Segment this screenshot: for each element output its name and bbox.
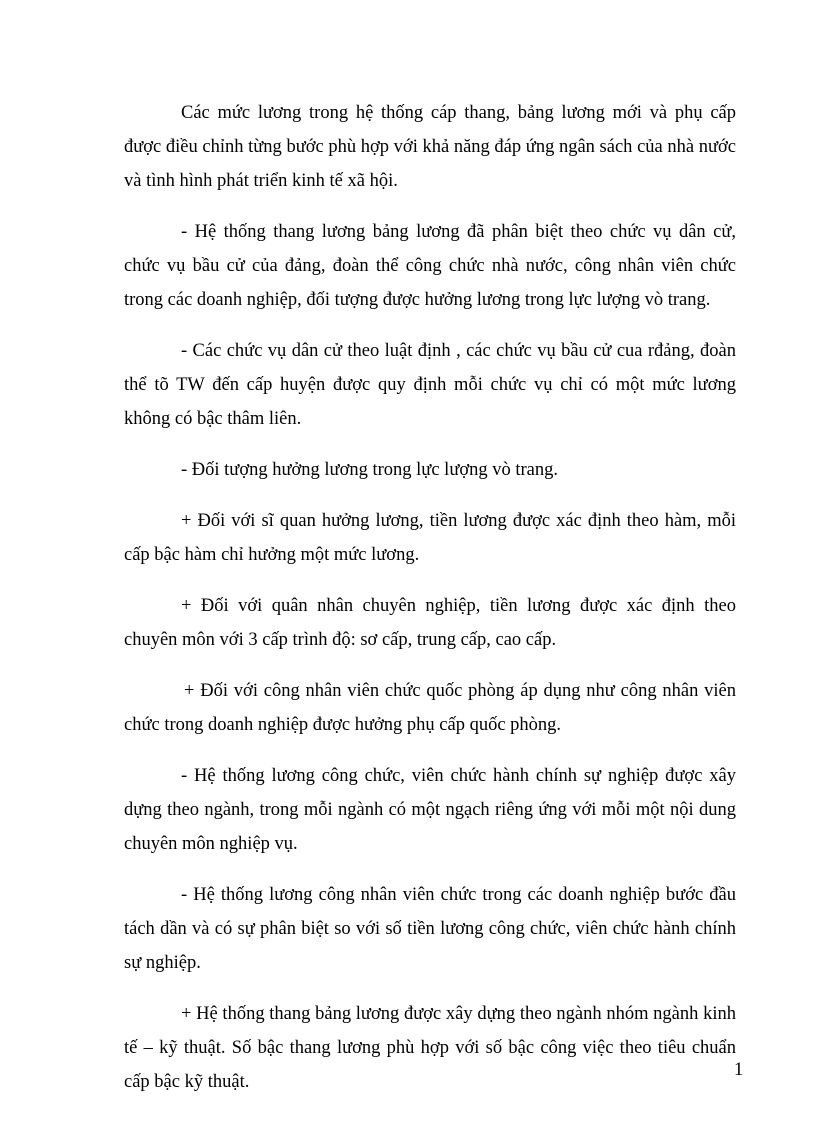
paragraph-salary-system-distinction: - Hệ thống thang lương bảng lương đã phân biệt theo chức vụ dân cử, chức vụ bầu cử của đảng, đoàn thể công chức nhà nước, công nhân viên chức trong các doanh nghiệp, đối tượng được hưởng lương trong lực lượng vò trang. <box>124 222 736 310</box>
paragraph-civil-servants: - Hệ thống lương công chức, viên chức hành chính sự nghiệp được xây dựng theo ngành, trong mỗi ngành có một ngạch riêng ứng với mỗi một nội dung chuyên môn nghiệp vụ. <box>124 766 736 854</box>
paragraph-elected-positions: - Các chức vụ dân cử theo luật định , các chức vụ bầu cử cua rđảng, đoàn thể tõ TW đến cấp huyện được quy định mỗi chức vụ chỉ có một mức lương không có bậc thâm liên. <box>124 341 736 429</box>
paragraph-enterprise-workers: - Hệ thống lương công nhân viên chức trong các doanh nghiệp bước đầu tách dần và có sự phân biệt so với số tiền lương công chức, viên chức hành chính sự nghiệp. <box>124 885 736 973</box>
paragraph-salary-levels: Các mức lương trong hệ thống cáp thang, bảng lương mới và phụ cấp được điều chỉnh từng bước phù hợp với khả năng đáp ứng ngân sách của nhà nước và tình hình phát triển kinh tế xã hội. <box>124 103 736 191</box>
page-number: 1 <box>734 1060 744 1080</box>
document-body <box>124 96 736 1116</box>
paragraph-professional-soldiers: + Đối với quân nhân chuyên nghiệp, tiền lương được xác định theo chuyên môn với 3 cấp trình độ: sơ cấp, trung cấp, cao cấp. <box>124 596 736 650</box>
paragraph-armed-forces: - Đối tượng hưởng lương trong lực lượng vò trang. <box>181 460 559 480</box>
paragraph-defense-workers: + Đối với công nhân viên chức quốc phòng áp dụng như công nhân viên chức trong doanh nghiệp được hưởng phụ cấp quốc phòng. <box>124 681 736 735</box>
paragraph-salary-scale-by-sector: + Hệ thống thang bảng lương được xây dựng theo ngành nhóm ngành kinh tế – kỹ thuật. Số bậc thang lương phù hợp với số bậc công việc theo tiêu chuẩn cấp bậc kỹ thuật. <box>124 1004 736 1092</box>
paragraph-officers: + Đối với sĩ quan hưởng lương, tiền lương được xác định theo hàm, mỗi cấp bậc hàm chỉ hưởng một mức lương. <box>124 511 736 565</box>
